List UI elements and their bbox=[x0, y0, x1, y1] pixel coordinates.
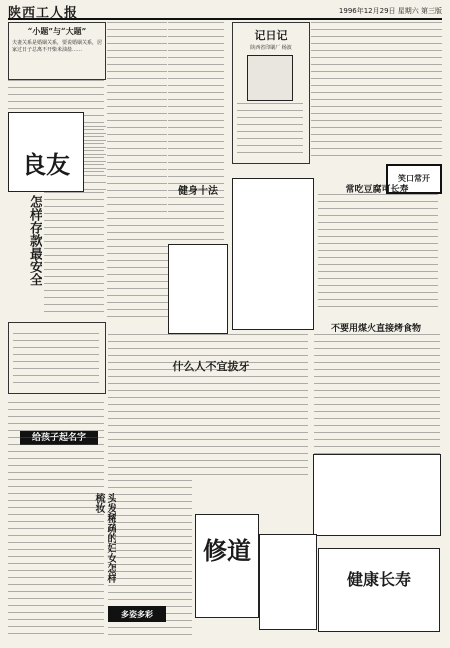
paper-name: 陕西工人报 bbox=[8, 6, 79, 21]
masthead bbox=[8, 4, 442, 20]
diary-author: 陕西省印刷厂 杨波 bbox=[250, 45, 292, 51]
text-block bbox=[314, 334, 440, 456]
text-block bbox=[107, 22, 167, 216]
seal-title: 修道 bbox=[203, 536, 251, 565]
article-lead: 夫妻关系是婚姻关系，要说婚姻关系，居家过日子总离不开柴米油盐…… bbox=[12, 40, 103, 53]
calligraphy-seal bbox=[195, 514, 259, 618]
seal-stamp bbox=[259, 534, 317, 630]
family-badge: 多姿多彩 bbox=[108, 606, 166, 622]
diary-article bbox=[232, 22, 310, 164]
crowd-illustration bbox=[168, 244, 228, 334]
cold-title: 什么人不宜拔牙 bbox=[172, 360, 250, 373]
laugh-badge: 笑口常开 bbox=[386, 164, 442, 194]
calligraphy-panel bbox=[318, 548, 440, 632]
child-name-title: 给孩子起名字 bbox=[20, 431, 98, 445]
article-small-big bbox=[8, 22, 106, 80]
cooking-illustration bbox=[313, 454, 441, 536]
vertical-headline: 怎样存款最安全 bbox=[27, 195, 42, 286]
text-block bbox=[108, 334, 308, 479]
hair-title: 头发稀疏的妇女怎样梳妆 bbox=[93, 493, 116, 583]
friend-title: 良友 bbox=[22, 150, 70, 179]
seal-subtitle: 健康长寿 bbox=[346, 570, 411, 589]
long-live-title: 常吃豆腐可长寿 bbox=[345, 185, 409, 195]
article-title: “小题”与“大题” bbox=[27, 26, 87, 36]
diary-title: 记日记 bbox=[254, 29, 288, 42]
note-box bbox=[8, 322, 106, 394]
text-block bbox=[44, 192, 104, 314]
coal-title: 不要用煤火直接烤食物 bbox=[330, 324, 421, 334]
text-block bbox=[84, 126, 106, 192]
date-line: 1996年12月29日 星期六 第三版 bbox=[338, 7, 442, 15]
health-title: 健身十法 bbox=[178, 186, 218, 197]
text-block bbox=[237, 103, 303, 157]
text-block bbox=[318, 194, 438, 310]
text-block bbox=[13, 333, 99, 387]
friend-illustration bbox=[8, 112, 84, 192]
center-illustration bbox=[232, 178, 314, 330]
text-block bbox=[311, 22, 442, 162]
portrait-illustration bbox=[247, 55, 293, 101]
